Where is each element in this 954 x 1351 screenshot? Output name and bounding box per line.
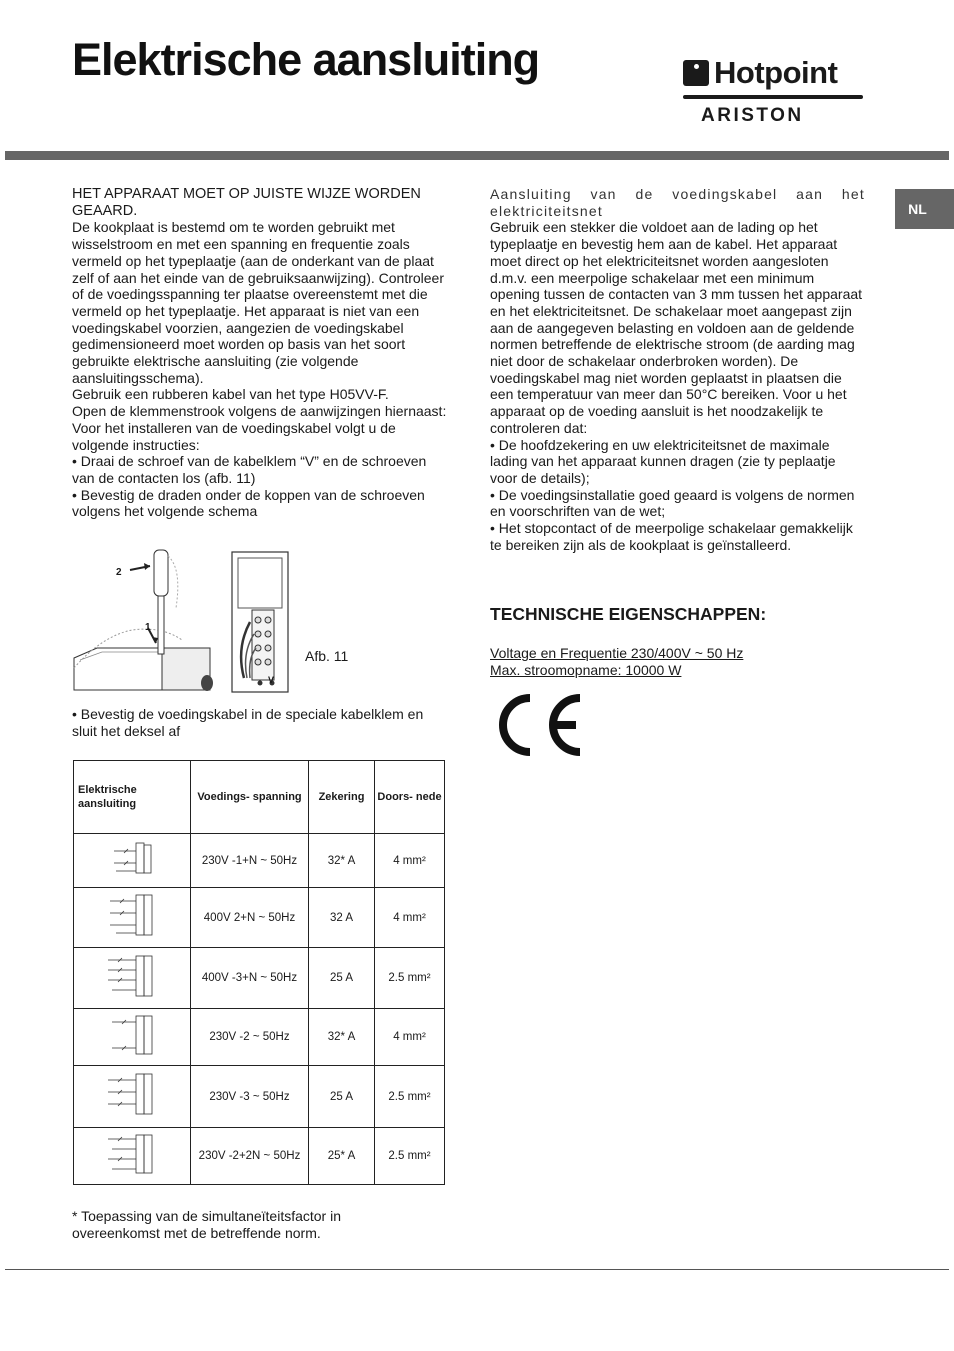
language-tab: NL	[895, 189, 954, 229]
cable-type-paragraph: Gebruik een rubberen kabel van het type H05VV-F.	[72, 386, 389, 403]
check-bullet-3: • Het stopcontact of de meerpolige schakelaar gemakkelijk te bereiken zijn als de kookplaat is geïnstalleerd.	[490, 520, 853, 553]
header-voltage: Voedings- spanning	[191, 761, 309, 834]
fuse-cell: 32 A	[309, 888, 375, 948]
brand-subname: ARISTON	[701, 105, 804, 126]
voltage-cell: 230V -2+2N ~ 50Hz	[191, 1128, 309, 1185]
grounding-heading-line1: HET APPARAAT MOET OP JUISTE WIJZE WORDEN	[72, 186, 421, 202]
page-title: Elektrische aansluiting	[72, 34, 540, 85]
connection-table	[73, 760, 445, 1185]
grounding-heading-line2: GEAARD.	[72, 202, 138, 219]
table-row	[74, 948, 445, 1009]
supply-heading-line1: Aansluiting van de voedingskabel aan het	[490, 186, 865, 202]
wiring-diagram-icon	[74, 1009, 191, 1066]
table-row	[74, 1009, 445, 1066]
table-row	[74, 1128, 445, 1185]
tech-specs-heading: TECHNISCHE EIGENSCHAPPEN:	[490, 604, 767, 624]
intro-paragraph: De kookplaat is bestemd om te worden gebruikt met wisselstroom en met een spanning en frequentie zoals vermeld op het typeplaatje (aan de onderkant van de plaat zelf of aan het einde van de gebruiksaanwijzing). Controleer of de voedingsspanning ter plaatse overeenstemt met die vermeld op het typeplaatje. Het apparaat is niet van een voedingskabel voorzien, aangezien de voedingskabel gedimensioneerd moet worden op basis van het soort gebruikte elektrische aansluiting (zie volgende aansluitingsschema).	[72, 219, 445, 386]
header-fuse: Zekering	[309, 761, 375, 834]
table-row	[74, 888, 445, 948]
table-row	[74, 834, 445, 888]
supply-paragraph: Gebruik een stekker die voldoet aan de lading op het typeplaatje en bevestig hem aan de kabel. Het apparaat moet direct op het elektriciteitsnet worden aangesloten d.m.v. een meerpolige schakelaar met een minimum opening tussen de contacten van 3 mm tussen het apparaat en het elektriciteitsnet. De schakelaar moet aangepast zijn aan de aangegeven belasting en voldoen aan de geldende normen betreffende de elektrische stroom (de aarding mag niet door de schakelaar onderbroken worden). De voedingskabel mag niet worden geplaatst in plaatsen die een temperatuur van meer dan 50°C bereiken. Voor u het apparaat op de voeding aansluit is het noodzakelijk te controleren dat:	[490, 219, 863, 436]
check-bullet-1: • De hoofdzekering en uw elektriciteitsnet de maximale lading van het apparaat kunnen dragen (zie ty peplaatje voor de details);	[490, 436, 836, 486]
terminal-open-paragraph: Open de klemmenstrook volgens de aanwijzingen hiernaast:	[72, 403, 447, 420]
wiring-diagram-icon	[74, 834, 191, 888]
voltage-cell: 230V -1+N ~ 50Hz	[191, 834, 309, 888]
section-cell: 4 mm²	[375, 834, 445, 888]
check-bullet-2: • De voedingsinstallatie goed geaard is volgens de normen en voorschriften van de wet;	[490, 486, 855, 520]
fuse-cell: 25 A	[309, 1066, 375, 1128]
instruction-bullet-2: • Bevestig de draden onder de koppen van de schroeven volgens het volgende schema	[72, 486, 425, 520]
right-column	[490, 186, 865, 553]
figure-11	[72, 548, 372, 698]
wiring-diagram-icon	[74, 948, 191, 1009]
section-cell: 4 mm²	[375, 1009, 445, 1066]
wiring-diagram-icon	[74, 1066, 191, 1128]
figure-label-2: 2	[116, 567, 122, 578]
section-cell: 2.5 mm²	[375, 948, 445, 1009]
figure-caption: Afb. 11	[305, 648, 349, 664]
voltage-cell: 400V -3+N ~ 50Hz	[191, 948, 309, 1009]
fuse-cell: 32* A	[309, 1009, 375, 1066]
wiring-diagram-icon	[74, 888, 191, 948]
header-connection: Elektrische aansluiting	[74, 761, 191, 834]
footer-rule	[5, 1269, 949, 1270]
fuse-cell: 32* A	[309, 834, 375, 888]
figure-label-1: 1	[145, 622, 151, 633]
brand-mark-icon	[683, 60, 709, 86]
supply-heading-line2: elektriciteitsnet	[490, 202, 603, 219]
fuse-cell: 25 A	[309, 948, 375, 1009]
ce-mark-icon	[490, 692, 586, 758]
section-cell: 2.5 mm²	[375, 1128, 445, 1185]
instruction-bullet-1: • Draai de schroef van de kabelklem “V” en de schroeven van de contacten los (afb. 11)	[72, 453, 427, 486]
fuse-cell: 25* A	[309, 1128, 375, 1185]
table-footnote: * Toepassing van de simultaneïteitsfactor in overeenkomst met de betreffende norm.	[72, 1208, 342, 1241]
brand-name: Hotpoint	[714, 55, 838, 90]
brand-divider	[683, 95, 863, 99]
spec-voltage: Voltage en Frequentie 230/400V ~ 50 Hz	[490, 645, 744, 661]
spec-power: Max. stroomopname: 10000 W	[490, 662, 682, 678]
table-row	[74, 1066, 445, 1128]
section-cell: 4 mm²	[375, 888, 445, 948]
table-header-row	[74, 761, 445, 834]
instruction-bullet-3: • Bevestig de voedingskabel in de speciale kabelklem en sluit het deksel af	[72, 706, 424, 739]
wiring-diagram-icon	[74, 1128, 191, 1185]
brand-logo	[683, 55, 865, 130]
left-column	[72, 186, 447, 520]
install-instructions-paragraph: Voor het installeren van de voedingskabel volgt u de volgende instructies:	[72, 419, 396, 453]
section-cell: 2.5 mm²	[375, 1066, 445, 1128]
voltage-cell: 230V -2 ~ 50Hz	[191, 1009, 309, 1066]
header-rule	[5, 151, 949, 160]
voltage-cell: 400V 2+N ~ 50Hz	[191, 888, 309, 948]
header-section: Doors- nede	[375, 761, 445, 834]
voltage-cell: 230V -3 ~ 50Hz	[191, 1066, 309, 1128]
figure-label-v: V	[268, 675, 275, 685]
